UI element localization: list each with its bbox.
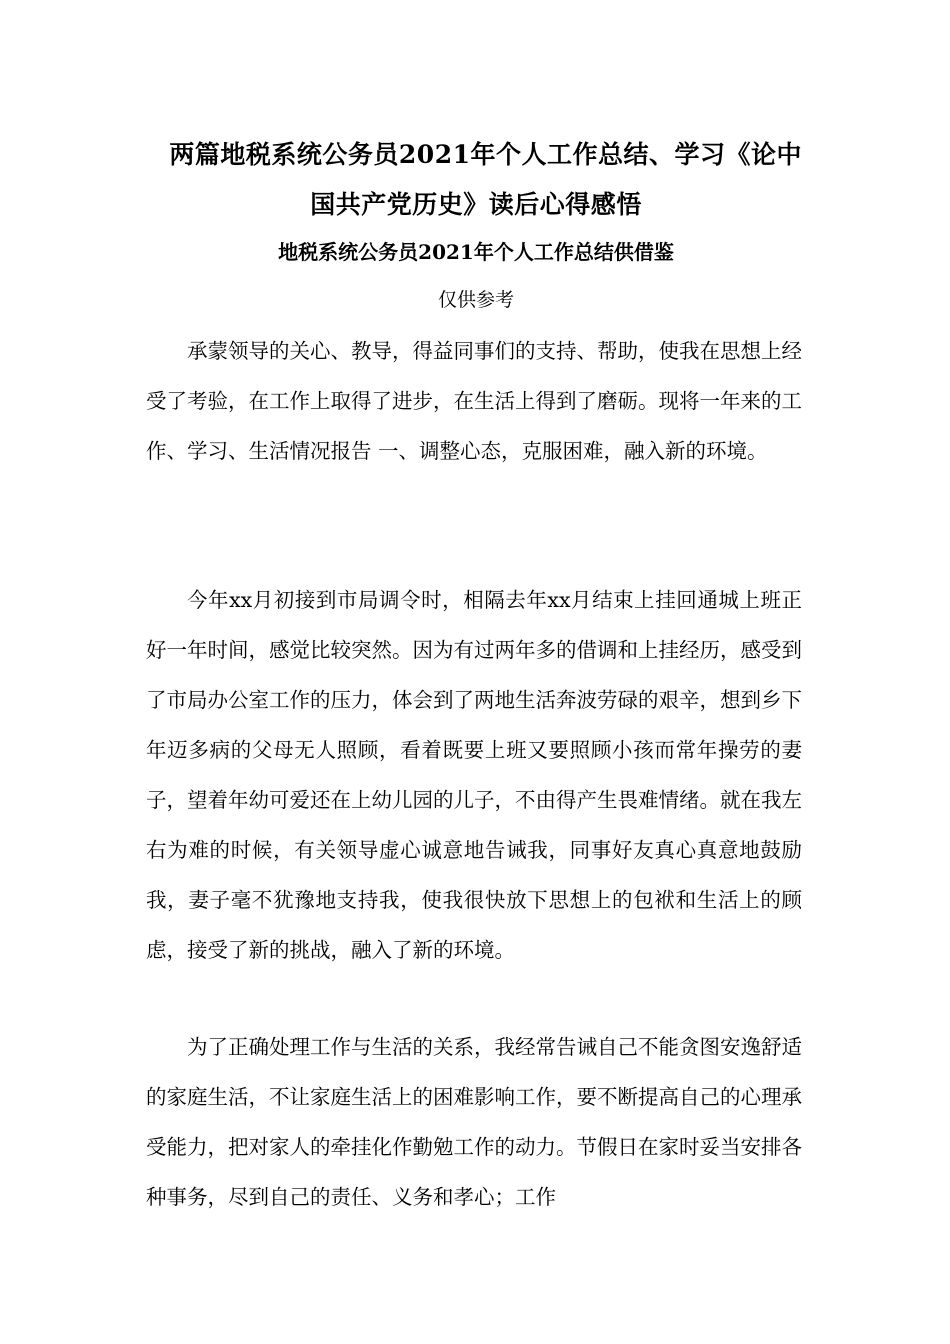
paragraph-2: 今年xx月初接到市局调令时，相隔去年xx月结束上挂回通城上班正好一年时间，感觉比较突然。因为有过两年多的借调和上挂经历，感受到了市局办公室工作的压力，体会到了两地生活奔波劳碌的艰辛，想到乡下年迈多病的父母无人照顾，看着既要上班又要照顾小孩而常年操劳的妻子，望着年幼可爱还在上幼儿园的儿子，不由得产生畏难情绪。就在我左右为难的时候，有关领导虚心诚意地告诫我，同事好友真心真意地鼓励我，妻子毫不犹豫地支持我，使我很快放下思想上的包袱和生活上的顾虑，接受了新的挑战，融入了新的环境。 [146, 588, 802, 962]
paragraph-1: 承蒙领导的关心、教导，得益同事们的支持、帮助，使我在思想上经受了考验，在工作上取得了进步，在生活上得到了磨砺。现将一年来的工作、学习、生活情况报告 一、调整心态，克服困难，融入新的环境。 [146, 339, 802, 463]
document-title-line-1: 两篇地税系统公务员2021年个人工作总结、学习《论中 [169, 140, 802, 169]
reference-note: 仅供参考 [437, 289, 514, 311]
paragraph-3: 为了正确处理工作与生活的关系，我经常告诫自己不能贪图安逸舒适的家庭生活，不让家庭生活上的困难影响工作，要不断提高自己的心理承受能力，把对家人的牵挂化作勤勉工作的动力。节假日在家时妥当安排各种事务，尽到自己的责任、义务和孝心；工作 [146, 1035, 802, 1209]
document-subtitle: 地税系统公务员2021年个人工作总结供借鉴 [278, 240, 674, 264]
document-title-line-2: 国共产党历史》读后心得感悟 [310, 190, 642, 219]
